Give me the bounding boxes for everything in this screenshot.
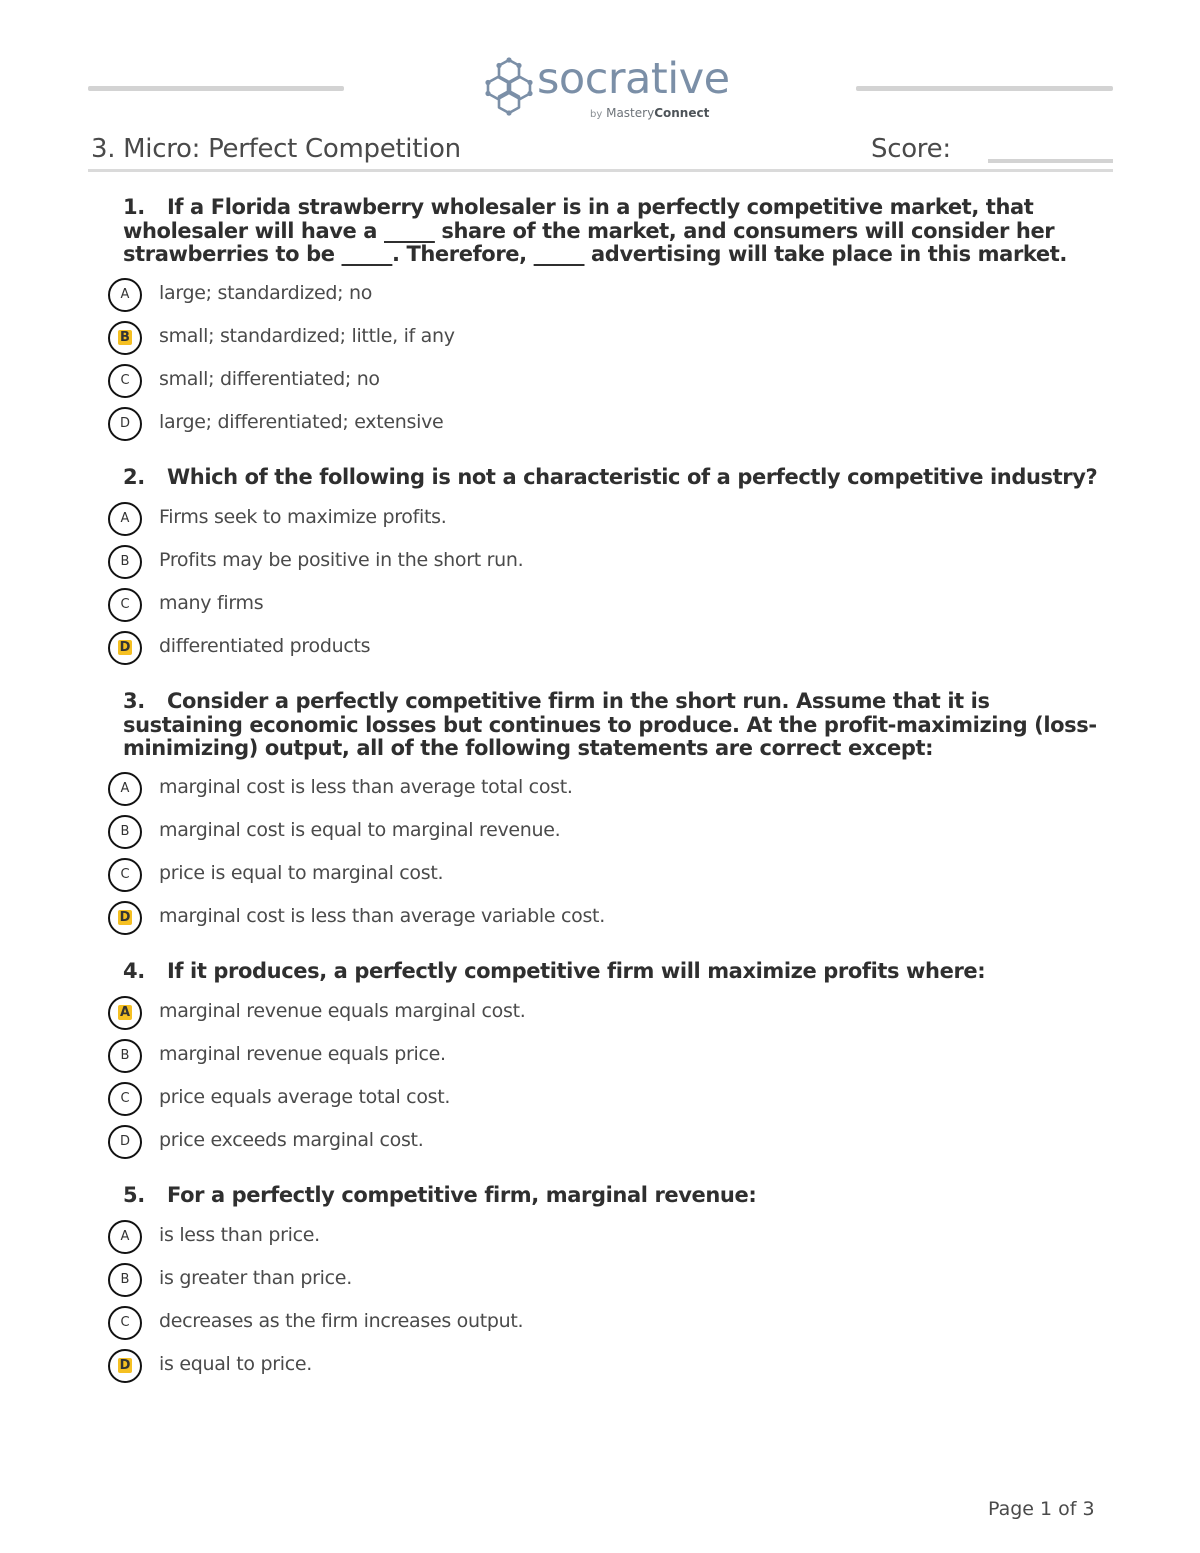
option-text: decreases as the firm increases output.: [159, 1309, 524, 1332]
option-c[interactable]: [106, 364, 1106, 407]
option-letter: A: [120, 287, 130, 302]
option-letter: A: [120, 511, 130, 526]
option-a[interactable]: [106, 772, 1106, 815]
option-letter: A: [120, 1229, 130, 1244]
option-text: is equal to price.: [159, 1352, 313, 1375]
option-b[interactable]: [106, 815, 1106, 858]
option-text: price exceeds marginal cost.: [159, 1128, 424, 1151]
byline-strong: Connect: [654, 106, 710, 120]
option-letter: C: [120, 597, 130, 612]
byline-light: Mastery: [606, 106, 655, 120]
answer-bubble[interactable]: [108, 772, 142, 806]
question-number: 2.: [123, 465, 145, 489]
option-text: marginal revenue equals price.: [159, 1042, 446, 1065]
option-text: large; standardized; no: [159, 281, 373, 304]
question-4: [106, 960, 1106, 1168]
option-c[interactable]: [106, 1082, 1106, 1125]
question-stem: [123, 960, 1106, 984]
option-text: marginal cost is less than average variable cost.: [159, 904, 605, 927]
title-divider: [88, 169, 1113, 172]
answer-bubble-selected[interactable]: [108, 901, 142, 935]
option-d[interactable]: [106, 901, 1106, 944]
question-number: 3.: [123, 689, 145, 713]
answer-bubble[interactable]: [108, 502, 142, 536]
option-letter: B: [120, 1048, 130, 1063]
brand-name: socrative: [537, 54, 730, 104]
option-text: is less than price.: [159, 1223, 320, 1246]
question-text: Which of the following is not a characteristic of a perfectly competitive industry?: [167, 465, 1098, 489]
question-number: 4.: [123, 959, 145, 983]
answer-bubble[interactable]: [108, 1039, 142, 1073]
answer-bubble-selected[interactable]: [108, 996, 142, 1030]
answer-bubble[interactable]: [108, 588, 142, 622]
hexagon-logo-icon: [483, 56, 535, 116]
option-b[interactable]: [106, 1039, 1106, 1082]
option-letter: A: [119, 1005, 131, 1020]
answer-bubble[interactable]: [108, 545, 142, 579]
option-text: Firms seek to maximize profits.: [159, 505, 447, 528]
option-text: marginal cost is equal to marginal revenue.: [159, 818, 561, 841]
option-text: is greater than price.: [159, 1266, 352, 1289]
answer-bubble-selected[interactable]: [108, 631, 142, 665]
option-a[interactable]: [106, 1220, 1106, 1263]
page-number: Page 1 of 3: [988, 1498, 1095, 1520]
answer-bubble[interactable]: [108, 1263, 142, 1297]
option-letter: B: [120, 554, 130, 569]
option-b[interactable]: [106, 1263, 1106, 1306]
question-text: If it produces, a perfectly competitive firm will maximize profits where:: [167, 959, 986, 983]
brand-byline: [590, 107, 709, 120]
quiz-title: 3. Micro: Perfect Competition: [91, 134, 461, 164]
option-text: Profits may be positive in the short run.: [159, 548, 524, 571]
option-d[interactable]: [106, 407, 1106, 450]
answer-bubble[interactable]: [108, 1125, 142, 1159]
question-stem: [123, 196, 1106, 267]
option-letter: D: [119, 416, 130, 431]
option-a[interactable]: [106, 502, 1106, 545]
question-number: 1.: [123, 195, 145, 219]
option-c[interactable]: [106, 858, 1106, 901]
answer-bubble[interactable]: [108, 815, 142, 849]
option-text: many firms: [159, 591, 264, 614]
option-text: marginal cost is less than average total cost.: [159, 775, 573, 798]
option-letter: D: [119, 640, 131, 655]
header-rule-right: [856, 86, 1113, 91]
question-text: Consider a perfectly competitive firm in the short run. Assume that it is sustaining economic losses but continues to produce. At the profit-maximizing (loss-minimizing) output, all of the following statements are correct except:: [123, 689, 1097, 760]
option-text: price is equal to marginal cost.: [159, 861, 444, 884]
option-letter: D: [119, 1358, 131, 1373]
question-5: [106, 1184, 1106, 1392]
answer-bubble[interactable]: [108, 1306, 142, 1340]
option-b[interactable]: [106, 545, 1106, 588]
option-letter: C: [120, 373, 130, 388]
question-text: For a perfectly competitive firm, marginal revenue:: [167, 1183, 757, 1207]
option-letter: C: [120, 1091, 130, 1106]
option-letter: C: [120, 867, 130, 882]
answer-bubble[interactable]: [108, 1220, 142, 1254]
byline-prefix: by: [590, 109, 603, 120]
option-letter: D: [119, 910, 131, 925]
option-text: marginal revenue equals marginal cost.: [159, 999, 526, 1022]
answer-bubble[interactable]: [108, 1082, 142, 1116]
answer-bubble-selected[interactable]: [108, 321, 142, 355]
option-letter: A: [120, 781, 130, 796]
option-a[interactable]: [106, 278, 1106, 321]
option-text: small; differentiated; no: [159, 367, 380, 390]
question-text: If a Florida strawberry wholesaler is in a perfectly competitive market, that wholesaler will have a _____ share of the market, and consumers will consider her strawberries to be _____. Therefore, _____ advertising will take place in this market.: [123, 195, 1067, 266]
option-a[interactable]: [106, 996, 1106, 1039]
question-stem: [123, 466, 1106, 490]
option-b[interactable]: [106, 321, 1106, 364]
score-blank-line: [988, 159, 1113, 163]
option-letter: B: [120, 1272, 130, 1287]
score-label: Score:: [871, 134, 951, 164]
option-text: large; differentiated; extensive: [159, 410, 444, 433]
option-d[interactable]: [106, 1125, 1106, 1168]
question-1: [106, 196, 1106, 450]
question-3: [106, 690, 1106, 944]
option-d[interactable]: [106, 631, 1106, 674]
option-c[interactable]: [106, 1306, 1106, 1349]
answer-bubble-selected[interactable]: [108, 1349, 142, 1383]
header-rule-left: [88, 86, 344, 91]
question-number: 5.: [123, 1183, 145, 1207]
socrative-logo: [483, 54, 730, 122]
answer-bubble[interactable]: [108, 407, 142, 441]
option-letter: D: [119, 1134, 130, 1149]
answer-bubble[interactable]: [108, 858, 142, 892]
option-letter: B: [120, 330, 130, 345]
option-text: small; standardized; little, if any: [159, 324, 455, 347]
option-text: price equals average total cost.: [159, 1085, 451, 1108]
question-stem: [123, 1184, 1106, 1208]
option-text: differentiated products: [159, 634, 371, 657]
question-2: [106, 466, 1106, 674]
option-letter: C: [120, 1315, 130, 1330]
question-stem: [123, 690, 1106, 761]
option-c[interactable]: [106, 588, 1106, 631]
option-d[interactable]: [106, 1349, 1106, 1392]
answer-bubble[interactable]: [108, 278, 142, 312]
option-letter: B: [120, 824, 130, 839]
answer-bubble[interactable]: [108, 364, 142, 398]
